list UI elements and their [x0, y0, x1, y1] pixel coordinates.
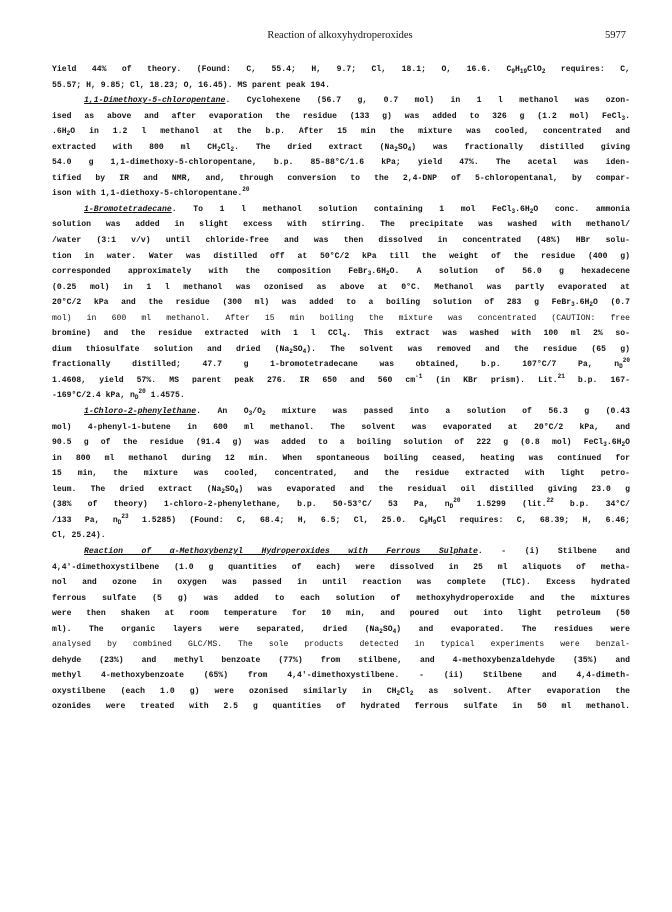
text-line: Cl, 25.24).	[52, 531, 106, 541]
article-body	[52, 62, 630, 715]
text-line: methyl 4-methoxybenzoate (65%) from 4,4'-dimethoxystilbene. - (ii) Stilbene and 4,4-dimeth-	[52, 671, 630, 681]
page-number: 5977	[605, 30, 626, 41]
text-line: bromine) and the residue extracted with 1 l CCl$_4$. This extract was washed with 100 ml 2% so-	[52, 329, 630, 340]
text-line: -169°C/2.4 kPa, $n_D^{20}$ 1.4575.	[52, 388, 185, 402]
text-line: 90.5 g of the residue (91.4 g) was added to a boiling solution of 222 g (0.8 mol) $FeCl_3.6H_2O$	[52, 438, 630, 449]
text-line: 1.4608, yield 57%. MS parent peak 276. IR 650 and 560 $cm^{-1}$ (in KBr prism). Lit.$^{21}$ b.p. 167-	[52, 372, 630, 385]
text-line: mol) 4-phenyl-1-butene in 600 ml methanol. The solvent was evaporated at 20°C/2 kPa, and	[52, 422, 630, 432]
text-line: tion in water. Water was distilled off at 50°C/2 kPa till the weight of the residue (400 g)	[52, 251, 630, 261]
text-line: $.6H_2O$ in 1.2 l methanol at the b.p. After 15 min the mixture was cooled, concentrated and	[52, 127, 630, 138]
text-line: dehyde (23%) and methyl benzoate (77%) from stilbene, and 4-methoxybenzaldehyde (35%) and	[52, 655, 630, 665]
text-line: corresponded approximately with the composition $FeBr_3.6H_2O$. A solution of 56.0 g hexadecene	[52, 267, 630, 278]
text-line: extracted with 800 ml $CH_2Cl_2$. The dried extract $(Na_2SO_4)$ was fractionally distilled giving	[52, 142, 630, 153]
text-line: tified by IR and NMR, and, through conversion to the 2,4-DNP of 5-chloropentanal, by compar-	[52, 173, 630, 183]
text-line: Yield 44% of theory. (Found: C, 55.4; H, 9.7; Cl, 18.1; O, 16.6. $C_9H_{19}ClO_2$ requires: C,	[52, 65, 630, 75]
text-line: 1-Chloro-2-phenylethane. An $O_3/O_2$ mixture was passed into a solution of 56.3 g (0.43	[84, 407, 630, 418]
section-heading: 1,1-Dimethoxy-5-chloropentane	[84, 96, 226, 106]
text-line: 1-Bromotetradecane. To 1 l methanol solution containing 1 mol $FeCl_3.6H_2O$ conc. ammonia	[84, 204, 630, 215]
text-line: in 800 ml methanol during 12 min. When spontaneous boiling ceased, heating was continued for	[52, 453, 630, 463]
text-line: 1,1-Dimethoxy-5-chloropentane. Cyclohexene (56.7 g, 0.7 mol) in 1 l methanol was ozon-	[84, 96, 630, 106]
text-line: /water (3:1 v/v) until chloride-free and was then dissolved in concentrated (48%) HBr solu-	[52, 236, 630, 246]
text-line: ferrous sulfate (5 g) was added to each solution of methoxyhydroperoxide and the mixtures	[52, 593, 630, 603]
text-line: 20°C/2 kPa and the residue (300 ml) was added to a boiling solution of 283 g $FeBr_3.6H_2O$ (0.7	[52, 298, 630, 309]
text-line: dium thiosulfate solution and dried $(Na_2SO_4)$. The solvent was removed and the residue (65 g)	[52, 344, 630, 355]
text-line: ozonides were treated with 2.5 g quantities of hydrated ferrous sulfate in 50 ml methanol.	[52, 702, 630, 712]
text-line: ised as above and after evaporation the residue (133 g) was added to 326 g (1.2 mol) FeCl$_3$.	[52, 111, 630, 122]
text-line: ml). The organic layers were separated, dried $(Na_2SO_4)$ and evaporated. The residues were	[52, 624, 630, 635]
running-head	[52, 30, 628, 44]
section-heading: Reaction of α-Methoxybenzyl Hydroperoxides with Ferrous Sulphate	[84, 546, 478, 556]
section-heading: 1-Bromotetradecane	[84, 204, 172, 214]
text-line: mol) in 600 ml methanol. After 15 min boiling the mixture was concentrated (CAUTION: free	[52, 313, 630, 323]
text-line: ison with 1,1-diethoxy-5-chloropentane.$^{20}$	[52, 186, 250, 199]
text-line: were then shaken at room temperature for 10 min, and poured out into light petroleum (50	[52, 609, 630, 619]
text-line: oxystilbene (each 1.0 g) were ozonised similarly in $CH_2Cl_2$ as solvent. After evaporation the	[52, 686, 630, 697]
text-line: fractionally distilled; 47.7 g 1-bromotetradecane was obtained, b.p. 107°C/7 Pa, $n_D^{20}$	[52, 357, 630, 371]
text-line: leum. The dried extract $(Na_2SO_4)$ was evaporated and the residual oil distilled giving 23.0 g	[52, 484, 630, 495]
text-line: /133 Pa, $n_D^{23}$ 1.5285) (Found: C, 68.4; H, 6.5; Cl, 25.0. $C_8H_9Cl$ requires: C, 68.39; H, 6.46;	[52, 512, 630, 526]
text-line: 54.0 g 1,1-dimethoxy-5-chloropentane, b.p. 85-88°C/1.6 kPa; yield 47%. The acetal was iden-	[52, 158, 630, 168]
text-line: 4,4'-dimethoxystilbene (1.0 g quantities of each) were dissolved in 25 ml aliquots of metha-	[52, 562, 630, 572]
text-line: 55.57; H, 9.85; Cl, 18.23; O, 16.45). MS parent peak 194.	[52, 80, 330, 90]
text-line: solution was added in slight excess with stirring. The precipitate was washed with methanol/	[52, 220, 630, 230]
section-heading: 1-Chloro-2-phenylethane	[84, 407, 197, 417]
text-line: (38% of theory) 1-chloro-2-phenylethane, b.p. 50-53°C/ 53 Pa, $n_D^{20}$ 1.5299 (lit.$^{22}$ b.p. 34°C/	[52, 497, 630, 511]
text-line: 15 min, the mixture was cooled, concentrated, and the residue extracted with light petro-	[52, 469, 630, 479]
text-line: analysed by combined GLC/MS. The sole products detected in typical experiments were benzal-	[52, 640, 630, 650]
text-line: (0.25 mol) in 1 l methanol was ozonised as above at 0°C. Methanol was partly evaporated at	[52, 282, 630, 292]
text-line: nol and ozone in oxygen was passed in until reaction was complete (TLC). Excess hydrated	[52, 578, 630, 588]
text-line: Reaction of α-Methoxybenzyl Hydroperoxides with Ferrous Sulphate. - (i) Stilbene and	[84, 546, 630, 556]
running-head-title: Reaction of alkoxyhydroperoxides	[267, 30, 413, 41]
